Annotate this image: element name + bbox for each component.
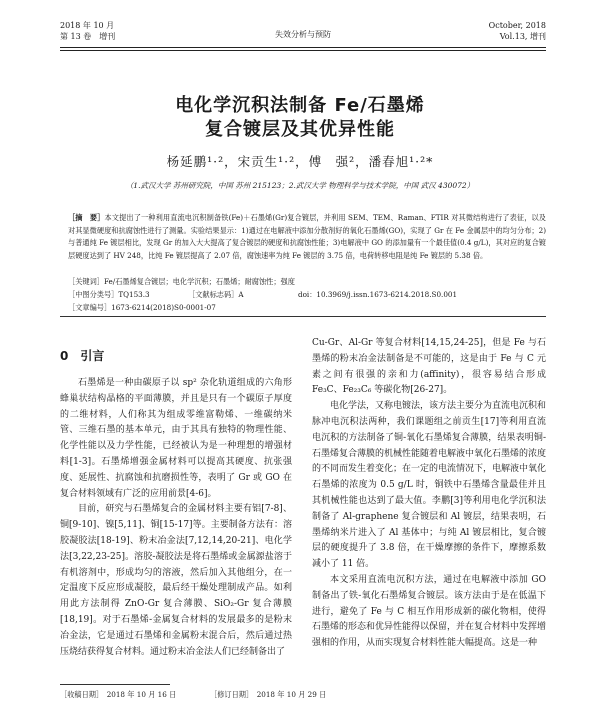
- title-line-2: 复合镀层及其优异性能: [205, 119, 395, 140]
- abstract-label: ［摘 要］: [68, 213, 105, 222]
- title-line-1: 电化学沉积法制备 Fe/石墨烯: [175, 95, 425, 116]
- affiliation: （1.武汉大学 苏州研究院，中国 苏州 215123；2.武汉大学 物理科学与技术学院，中国 武汉 430072）: [125, 181, 475, 190]
- abstract: [68, 212, 546, 262]
- abstract-text: 本文提出了一种利用直流电沉积制备铁(Fe)＋石墨烯(Gr)复合镀层，并利用 SEM、TEM、Raman、FTIR 对其微结构进行了表征，以及对其显微硬度和抗腐蚀性进行了测量。实验结果显示：1)通过在电解液中添加分散剂好的氧化石墨烯(GO)，实现了 Gr 在 Fe 金属层中的均匀分布；2)与普通纯 Fe 镀层相比，发现 Gr 的加入大大提高了复合镀层的硬度和抗腐蚀性能；3)电解液中 GO 的添加量有一个最佳值(0.4 g/L)，其对应的复合镀层硬度达到了 HV 248，比纯 Fe 镀层提高了 2.07 倍，腐蚀速率为纯 Fe 镀层的 3.75 倍，电荷转移电阻是纯 Fe 镀层的 5.38 倍。: [68, 213, 546, 260]
- abstract-bottom-rule: [60, 316, 546, 317]
- left-column: [60, 346, 292, 660]
- header-rule-thick: [60, 47, 546, 48]
- clc-number: ［中图分类号］TQ153.3: [68, 290, 150, 299]
- keywords: [68, 276, 295, 287]
- section-heading: 0 引言: [60, 349, 105, 363]
- right-column: [312, 336, 546, 652]
- keywords-label: ［关键词］: [68, 277, 104, 286]
- footnote-rule: [60, 684, 170, 685]
- intro-paragraph: 石墨烯是一种由碳原子以 sp² 杂化轨道组成的六角形蜂巢状结构晶格的平面薄膜，并且是只有一个碳原子厚度的二维材料，人们称其为组成零维富勒烯、一维碳纳米管、三维石墨的基本单元，由于其具有独特的物理性能、化学性能以及力学性能，已经被认为是一种理想的增强材料[1-3]。石墨烯增强金属材料可以提高其硬度、抗张强度、延展性、抗腐蚀和抗磨损性等，表明了 Gr 或 GO 在复合材料领域有广泛的应用前景[4-6]。: [60, 378, 292, 499]
- doi: doi：10.3969/j.issn.1673-6214.2018.S0.001: [298, 290, 458, 299]
- intro-paragraph: 本文采用直流电沉积方法，通过在电解液中添加 GO 制备出了铁-氧化石墨烯复合镀层。该方法由于是在低温下进行，避免了 Fe 与 C 相互作用形成新的碳化物相，使得石墨烯的形态和优异性能得以保留，并在复合材料中发挥增强相的作用，从而实现复合材料性能大幅提高。这是一种: [312, 574, 547, 649]
- header-volume-en: Vol.13, 增刊: [499, 32, 546, 41]
- received-date: ［收稿日期］ 2018 年 10 月 16 日: [60, 690, 177, 699]
- intro-paragraph: Cu-Gr、Al-Gr 等复合材料[14,15,24-25]，但是 Fe 与石墨烯的粉末冶金法制备是不可能的，这是由于 Fe 与 C 元素之间有很强的亲和力(affinity)，很容易结合形成 Fe₃C、Fe₂₃C₆ 等碳化物[26-27]。: [312, 338, 546, 396]
- revised-date: ［修订日期］ 2018 年 10 月 29 日: [210, 690, 327, 699]
- paper-title: [0, 94, 600, 142]
- footnote: [60, 690, 546, 700]
- header-date: 2018 年 10 月: [60, 21, 115, 30]
- classification: [68, 289, 457, 300]
- running-header: [60, 20, 546, 50]
- document-code: ［文献标志码］A: [188, 290, 244, 299]
- header-volume: 第 13 卷 增刊: [60, 32, 116, 41]
- header-rule-thin: [60, 50, 546, 51]
- journal-name: 失效分析与预防: [275, 30, 331, 39]
- article-number: ［文章编号］1673-6214(2018)S0-0001-07: [68, 303, 216, 312]
- header-right: [489, 20, 546, 42]
- keywords-text: Fe/石墨烯复合镀层；电化学沉积；石墨烯；耐腐蚀性；强度: [103, 277, 295, 286]
- header-date-en: October, 2018: [488, 21, 546, 30]
- intro-paragraph: 目前，研究与石墨烯复合的金属材料主要有铝[7-8]、铜[9-10]、镍[5,11]、铜[15-17]等。主要制备方法有：溶胶凝胶法[18-19]、粉末冶金法[7,12,14,20-21]、电化学法[3,22,23-25]。溶胶-凝胶法是将石墨烯或金属源盐溶于有机溶剂中，形成均匀的溶液，然后加入其他组分，在一定温度下反应形成凝胶，最后经干燥处理制成产品。如利用此方法制得 ZnO-Gr 复合薄膜、SiO₂-Gr 复合薄膜[18,19]。对于石墨烯-金属复合材料的发展最多的是粉末冶金法，它是通过石墨烯和金属粉末混合后，然后通过热压烧结获得复合材料。通过粉末冶金法人们已经制备出了: [60, 504, 292, 657]
- intro-paragraph: 电化学法，又称电镀法，该方法主要分为直流电沉积和脉冲电沉积法两种，我们课题组之前贡生[17]等利用直流电沉积的方法制备了铜-氧化石墨烯复合薄膜，结果表明铜-石墨烯复合薄膜的机械性能随着电解液中氧化石墨烯的浓度的不同而发生着变化；在一定的电流情况下，电解液中氧化石墨烯的浓度为 0.5 g/L 时，铜铁中石墨烯含量最佳并且其机械性能也达到了最大值。李鹏[3]等利用电化学沉积法制备了 Al-graphene 复合镀层和 Al 镀层，结果表明，石墨烯纳米片进入了 Al 基体中；与纯 Al 镀层相比，复合镀层的硬度提升了 3.8 倍，在干燥摩擦的条件下，摩擦系数减小了 11 倍。: [312, 401, 547, 570]
- authors: 杨延鹏¹·²，宋贡生¹·²，傅 强²，潘春旭¹·²*: [166, 154, 434, 169]
